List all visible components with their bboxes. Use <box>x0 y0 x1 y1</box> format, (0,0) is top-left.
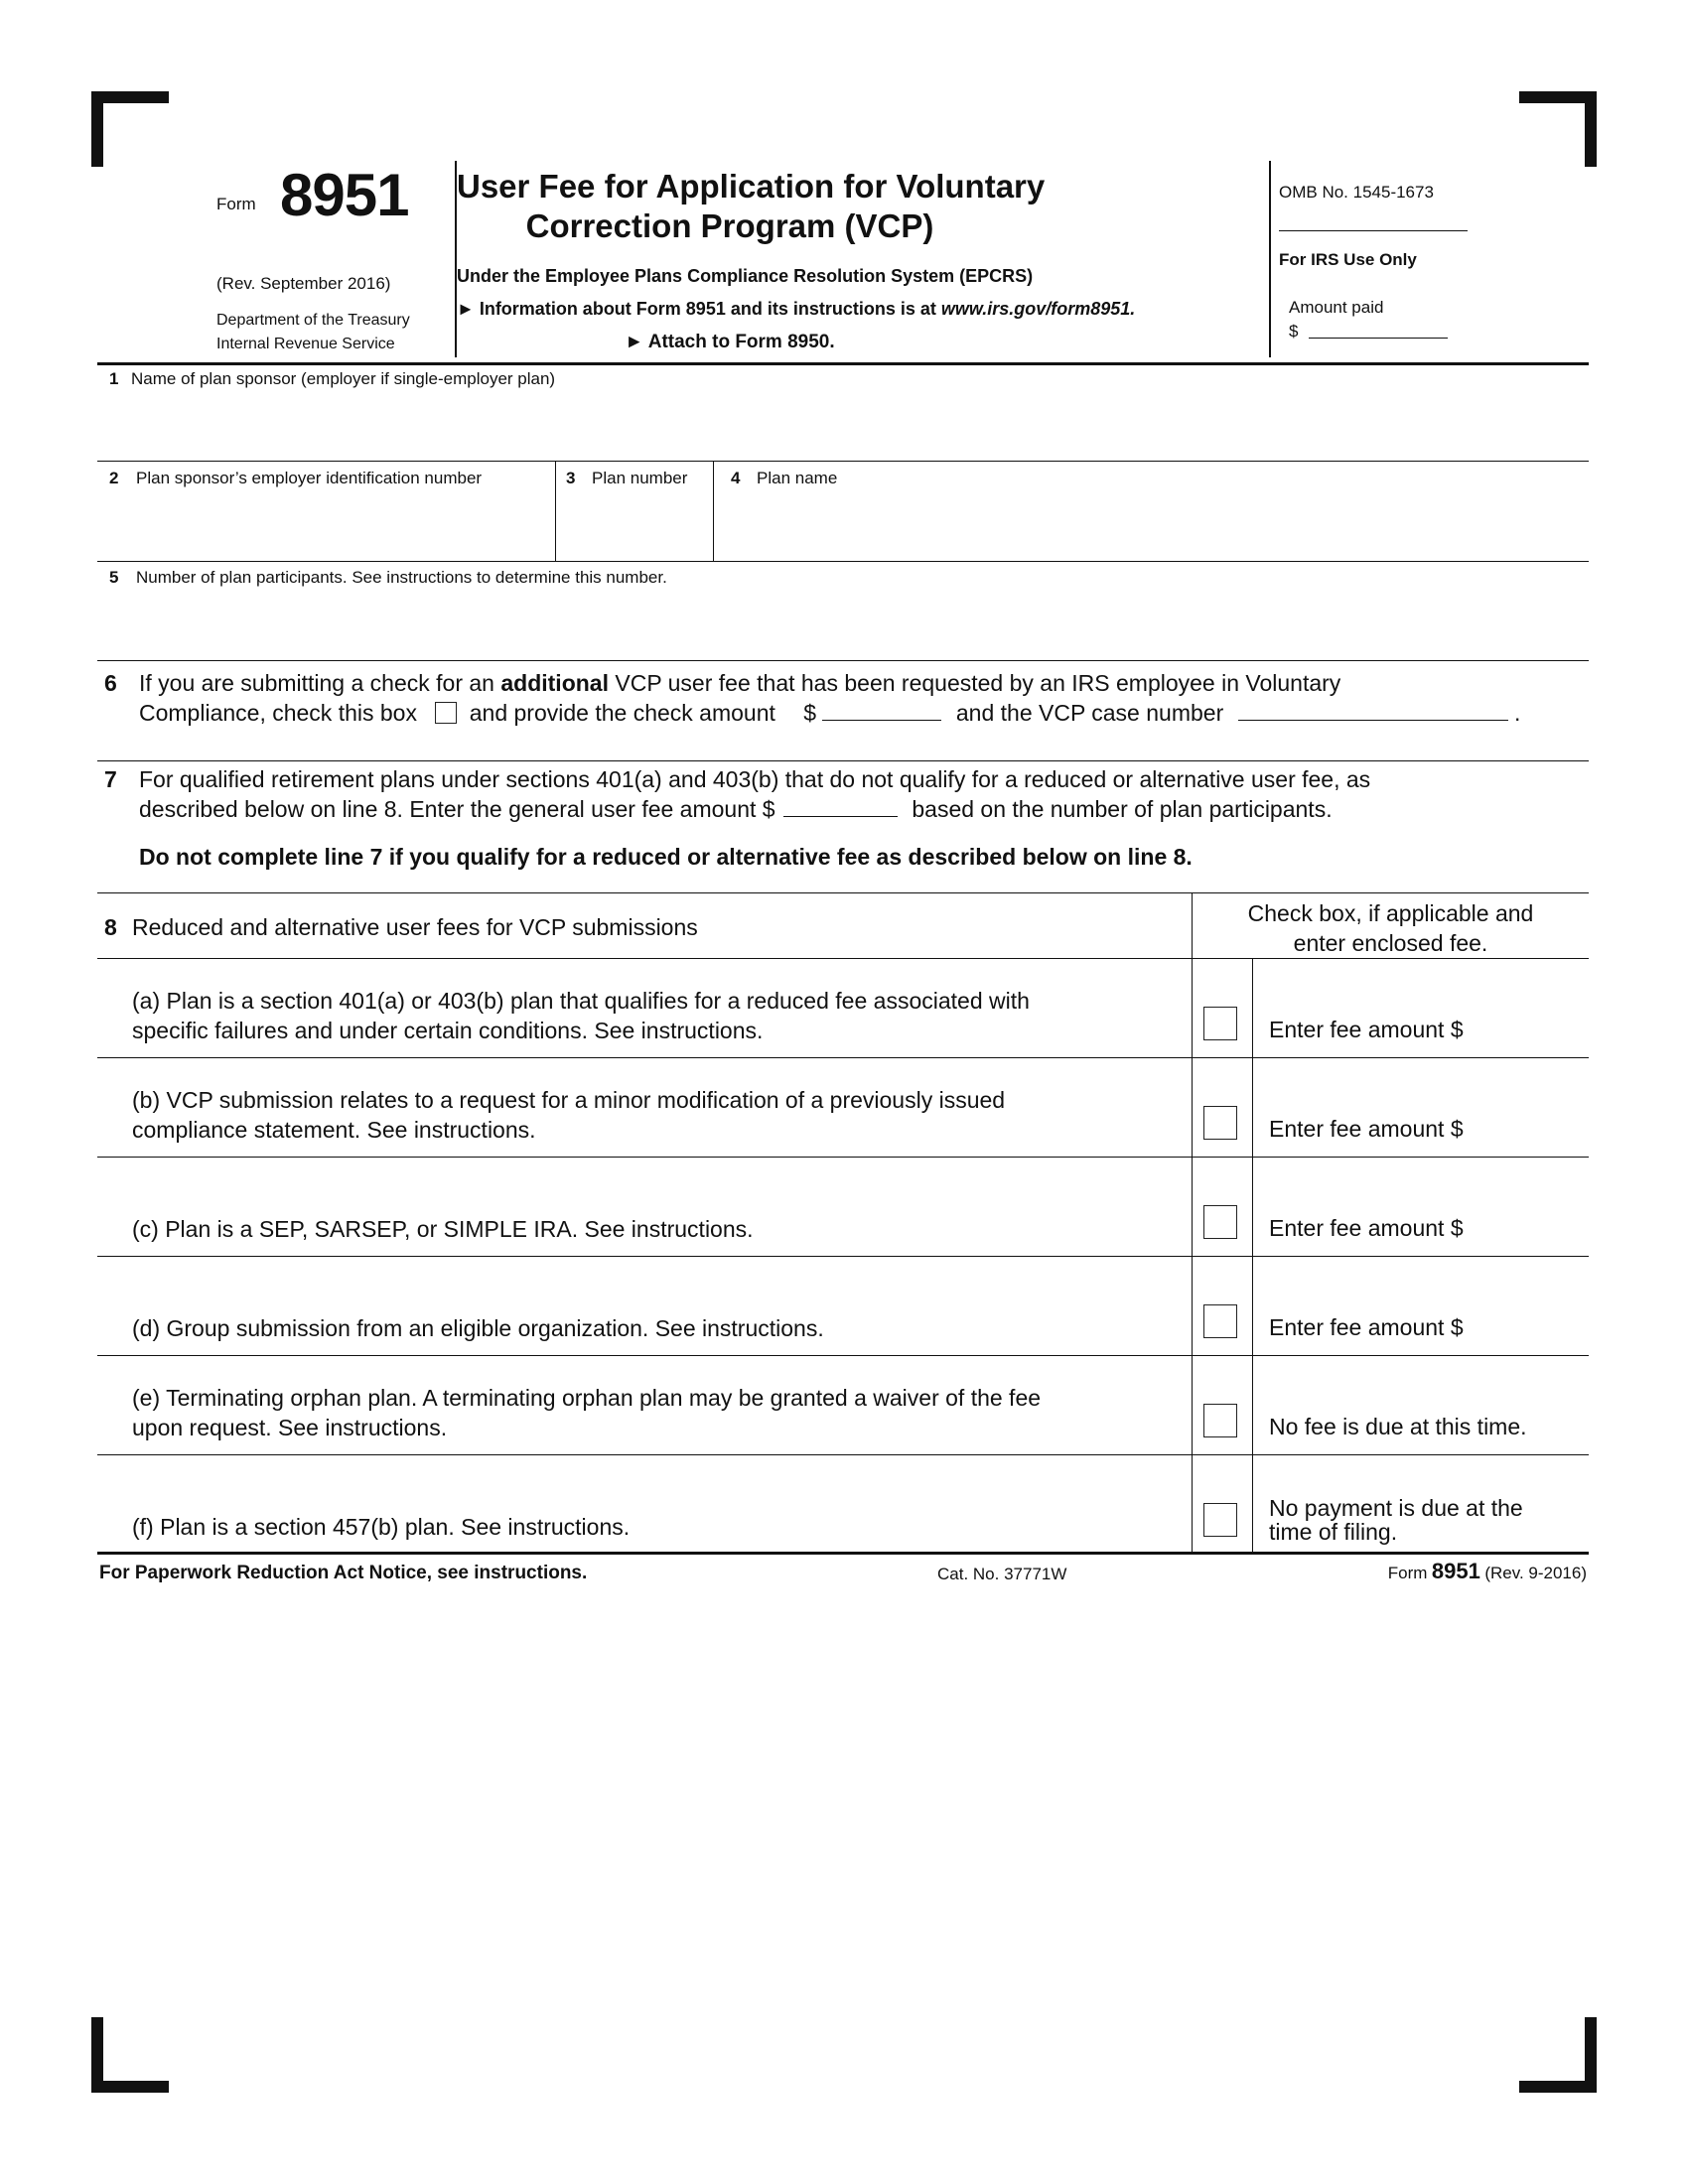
omb-underline <box>1279 230 1468 231</box>
info-text: ► Information about Form 8951 and its instructions is at <box>457 299 941 319</box>
line-6-text-a: If you are submitting a check for an <box>139 670 501 696</box>
column-header-line-2: enter enclosed fee. <box>1293 930 1488 956</box>
item-f-line-2: (f) Plan is a section 457(b) plan. See instructions. <box>132 1514 631 1540</box>
field-5-number: 5 <box>109 568 119 587</box>
line-6-case-number-input[interactable] <box>1238 720 1508 721</box>
field-4-input[interactable] <box>714 462 1589 561</box>
form-title <box>457 167 1046 246</box>
line-6-check-amount-input[interactable] <box>822 720 941 721</box>
item-c-fee-line-2[interactable]: Enter fee amount $ <box>1269 1215 1464 1241</box>
item-a-checkbox[interactable] <box>1203 1007 1237 1040</box>
item-f-fee-line-1: No payment is due at the <box>1269 1495 1523 1521</box>
line-8-item-a <box>97 958 1589 1057</box>
item-f-divider <box>1252 1454 1253 1554</box>
amount-paid-field[interactable] <box>1309 336 1448 339</box>
item-a-line-1: (a) Plan is a section 401(a) or 403(b) plan that qualifies for a reduced fee associated with <box>132 988 1030 1014</box>
form-header <box>97 159 1589 363</box>
field-1-label: Name of plan sponsor (employer if single-employer plan) <box>131 369 556 388</box>
item-b-divider <box>1252 1057 1253 1157</box>
item-f-fee-line-2: time of filing. <box>1269 1519 1398 1545</box>
line-7-number: 7 <box>104 766 117 792</box>
line-8-item-d <box>97 1256 1589 1355</box>
line-8-item-c <box>97 1157 1589 1256</box>
item-b-checkbox[interactable] <box>1203 1106 1237 1140</box>
info-line <box>457 299 1136 320</box>
field-4-label: Plan name <box>757 469 838 487</box>
rule-after-line-6 <box>97 760 1589 761</box>
form-subtitle: Under the Employee Plans Compliance Resolution System (EPCRS) <box>457 266 1034 286</box>
line-6-text-d: and provide the check amount <box>469 700 775 726</box>
corner-mark-top-right-v <box>1585 91 1597 167</box>
field-2-label: Plan sponsor’s employer identification number <box>136 469 483 487</box>
line-8-item-e <box>97 1355 1589 1454</box>
item-b-fee-line-2[interactable]: Enter fee amount $ <box>1269 1116 1464 1142</box>
footer-form-number: 8951 <box>1431 1559 1480 1583</box>
item-e-divider <box>1252 1355 1253 1454</box>
rule-after-field-5 <box>97 660 1589 661</box>
department: Department of the Treasury <box>216 312 410 329</box>
line-6-bold: additional <box>500 670 609 696</box>
service: Internal Revenue Service <box>216 336 395 352</box>
form-revision: (Rev. September 2016) <box>216 274 391 293</box>
item-b-line-2: compliance statement. See instructions. <box>132 1117 536 1143</box>
item-f-checkbox[interactable] <box>1203 1503 1237 1537</box>
line-6-text-e: and the VCP case number <box>955 700 1224 726</box>
rule-before-line-8 <box>97 892 1589 893</box>
field-3-number: 3 <box>566 469 576 487</box>
line-6-number: 6 <box>104 670 117 696</box>
line-8-column-header <box>1193 898 1589 958</box>
info-url[interactable]: www.irs.gov/form8951. <box>940 299 1136 319</box>
item-e-line-2: upon request. See instructions. <box>132 1415 448 1440</box>
item-c-checkbox[interactable] <box>1203 1205 1237 1239</box>
footer-rev: (Rev. 9-2016) <box>1484 1564 1587 1582</box>
field-3-label: Plan number <box>592 469 688 487</box>
field-5-input[interactable] <box>97 562 1589 660</box>
line-6-checkbox[interactable] <box>435 702 457 724</box>
line-7-text-c: based on the number of plan participants. <box>912 796 1333 822</box>
item-d-fee-line-2[interactable]: Enter fee amount $ <box>1269 1314 1464 1340</box>
field-3-input[interactable] <box>556 462 713 561</box>
line-7-text-a: For qualified retirement plans under sections 401(a) and 403(b) that do not qualify for a reduced or alternative user fee, as <box>139 766 1371 792</box>
amount-paid-dollar: $ <box>1289 322 1299 341</box>
form-title-line-2: Correction Program (VCP) <box>525 207 934 244</box>
line-6-text-c: Compliance, check this box <box>139 700 417 726</box>
item-e-fee-line-2: No fee is due at this time. <box>1269 1414 1527 1439</box>
form-label: Form <box>216 195 256 213</box>
item-b-line-1: (b) VCP submission relates to a request for a minor modification of a previously issued <box>132 1087 1006 1113</box>
corner-mark-top-left-v <box>91 91 103 167</box>
line-6-dollar: $ <box>803 700 817 726</box>
line-7-text-2 <box>139 796 1333 823</box>
field-4-number: 4 <box>731 469 741 487</box>
item-a-divider <box>1252 958 1253 1057</box>
line-8-item-f <box>97 1454 1589 1554</box>
header-divider-right <box>1269 161 1271 357</box>
column-header-line-1: Check box, if applicable and <box>1247 900 1534 926</box>
item-a-line-2: specific failures and under certain conditions. See instructions. <box>132 1018 764 1043</box>
field-1-number: 1 <box>109 369 119 388</box>
omb-number: OMB No. 1545-1673 <box>1279 183 1434 202</box>
amount-paid-label: Amount paid <box>1289 298 1384 317</box>
line-8-item-b <box>97 1057 1589 1157</box>
line-8-heading: Reduced and alternative user fees for VCP submissions <box>132 914 698 940</box>
corner-mark-bottom-left-v <box>91 2017 103 2093</box>
field-2-number: 2 <box>109 469 119 487</box>
item-d-line-2: (d) Group submission from an eligible organization. See instructions. <box>132 1315 824 1341</box>
field-2-input[interactable] <box>97 462 555 561</box>
field-1-input[interactable] <box>97 365 1589 461</box>
line-6-text-b: VCP user fee that has been requested by an IRS employee in Voluntary <box>608 670 1341 696</box>
footer-paperwork-notice: For Paperwork Reduction Act Notice, see instructions. <box>99 1563 588 1583</box>
line-7-bold-note: Do not complete line 7 if you qualify for a reduced or alternative fee as described below on line 8. <box>139 844 1193 870</box>
line-8-number: 8 <box>104 914 117 940</box>
item-a-fee-line-2[interactable]: Enter fee amount $ <box>1269 1017 1464 1042</box>
item-c-line-2: (c) Plan is a SEP, SARSEP, or SIMPLE IRA. See instructions. <box>132 1216 754 1242</box>
item-e-checkbox[interactable] <box>1203 1404 1237 1437</box>
line-6-text-1 <box>139 670 1340 697</box>
field-5-label: Number of plan participants. See instructions to determine this number. <box>136 568 667 587</box>
line-7-fee-input[interactable] <box>783 816 898 817</box>
item-d-divider <box>1252 1256 1253 1355</box>
line-6-text-2 <box>139 700 1520 727</box>
item-d-checkbox[interactable] <box>1203 1304 1237 1338</box>
form-number: 8951 <box>280 162 409 228</box>
footer-cat-number: Cat. No. 37771W <box>937 1565 1067 1583</box>
line-6-period: . <box>1514 700 1521 726</box>
item-c-divider <box>1252 1157 1253 1256</box>
item-e-line-1: (e) Terminating orphan plan. A terminating orphan plan may be granted a waiver of the fee <box>132 1385 1042 1411</box>
footer-form-label: Form <box>1387 1564 1428 1582</box>
attach-line: ► Attach to Form 8950. <box>625 332 835 352</box>
form-bottom-rule <box>97 1552 1589 1555</box>
footer-form-id <box>1388 1559 1587 1584</box>
line-7-text-b: described below on line 8. Enter the general user fee amount $ <box>139 796 775 822</box>
form-title-line-1: User Fee for Application for Voluntary <box>457 168 1046 205</box>
corner-mark-bottom-right-v <box>1585 2017 1597 2093</box>
irs-use-only: For IRS Use Only <box>1279 250 1417 269</box>
